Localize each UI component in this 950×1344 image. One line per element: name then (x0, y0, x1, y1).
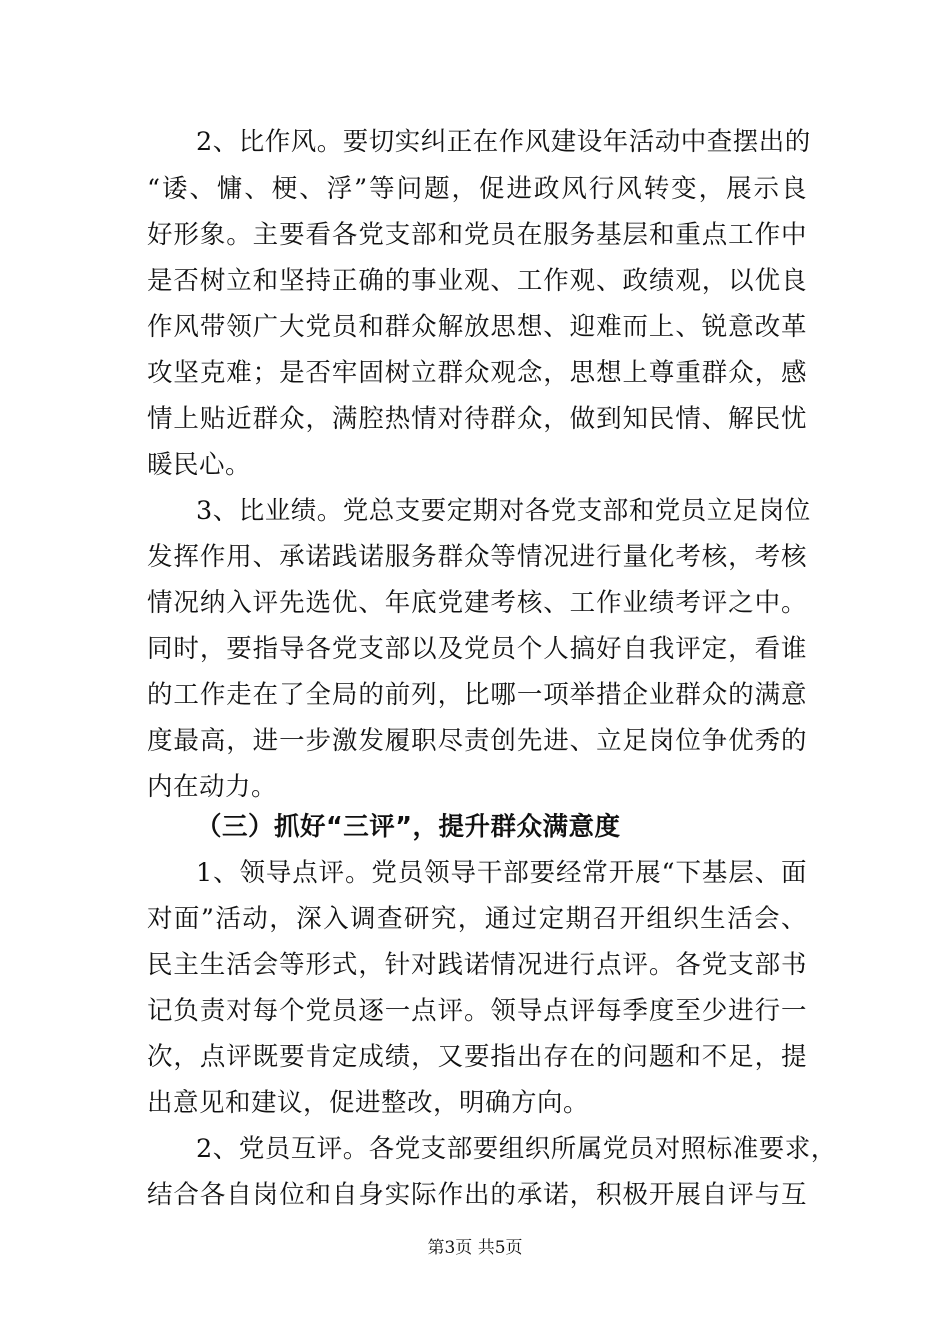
paragraph-line: 好形象。主要看各党支部和党员在服务基层和重点工作中 (147, 220, 807, 250)
paragraph-line: 发挥作用、承诺践诺服务群众等情况进行量化考核，考核 (147, 542, 807, 572)
paragraph-line: 民主生活会等形式，针对践诺情况进行点评。各党支部书 (147, 950, 807, 980)
paragraph-line: 的工作走在了全局的前列，比哪一项举措企业群众的满意 (147, 680, 807, 710)
paragraph-line: “诿、慵、梗、浮”等问题，促进政风行风转变，展示良 (147, 174, 807, 204)
paragraph-line: 次，点评既要肯定成绩，又要指出存在的问题和不足，提 (147, 1042, 807, 1072)
paragraph-line: 同时，要指导各党支部以及党员个人搞好自我评定，看谁 (147, 634, 807, 664)
paragraph-line: 记负责对每个党员逐一点评。领导点评每季度至少进行一 (147, 996, 807, 1026)
paragraph-line: 2、党员互评。各党支部要组织所属党员对照标准要求， (196, 1134, 837, 1164)
page-footer: 第3页 共5页 (427, 1238, 523, 1258)
paragraph-line: 度最高，进一步激发履职尽责创先进、立足岗位争优秀的 (147, 726, 807, 756)
paragraph-line: 结合各自岗位和自身实际作出的承诺，积极开展自评与互 (147, 1180, 807, 1210)
paragraph-line: 情上贴近群众，满腔热情对待群众，做到知民情、解民忧 (147, 404, 807, 434)
paragraph-line: 3、比业绩。党总支要定期对各党支部和党员立足岗位 (196, 496, 811, 526)
paragraph-line: 对面”活动，深入调查研究，通过定期召开组织生活会、 (147, 904, 807, 934)
paragraph-line: 暖民心。 (147, 450, 252, 480)
paragraph-line: 是否树立和坚持正确的事业观、工作观、政绩观，以优良 (147, 266, 807, 296)
paragraph-line: 1、领导点评。党员领导干部要经常开展“下基层、面 (196, 858, 807, 888)
paragraph-line: 作风带领广大党员和群众解放思想、迎难而上、锐意改革 (147, 312, 807, 342)
paragraph-line: 2、比作风。要切实纠正在作风建设年活动中查摆出的 (196, 127, 811, 157)
paragraph-line: 内在动力。 (147, 772, 278, 802)
paragraph-line: 情况纳入评先选优、年底党建考核、工作业绩考评之中。 (147, 588, 807, 618)
paragraph-line: 出意见和建议，促进整改，明确方向。 (147, 1088, 590, 1118)
section-heading: （三）抓好“三评”，提升群众满意度 (196, 812, 621, 842)
paragraph-line: 攻坚克难；是否牢固树立群众观念，思想上尊重群众，感 (147, 358, 807, 388)
